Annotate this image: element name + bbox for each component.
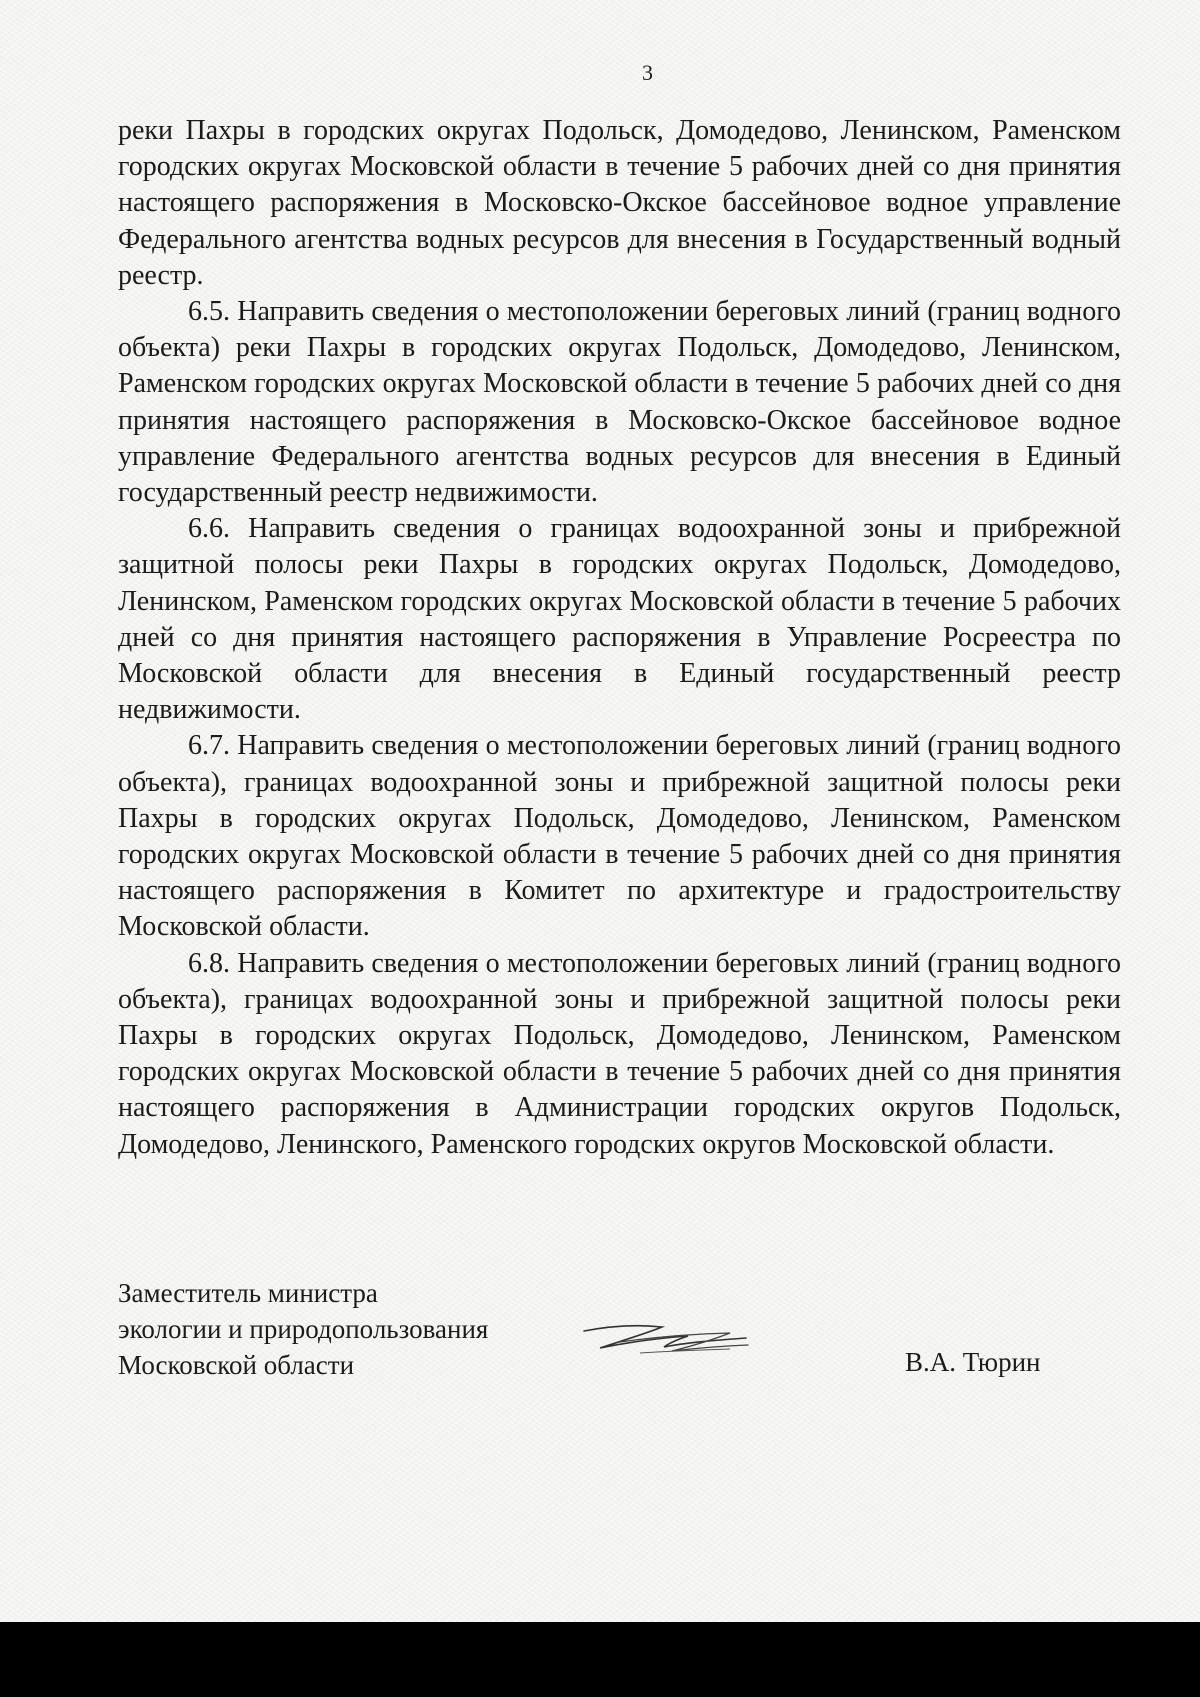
paragraph-6-8: 6.8. Направить сведения о местоположении береговых линий (границ водного объекта), границах водоохранной зоны и прибрежной защитной полосы реки Пахры в городских округах Подольск, Домодедово, Ленинском, Раменском городских округах Московской области в течение 5 рабочих дней со дня принятия настоящего распоряжения в Администрации городских округов Подольск, Домодедово, Ленинского, Раменского городских округов Московской области. bbox=[118, 947, 1121, 1160]
signatory-title-line: Московской области bbox=[118, 1350, 355, 1380]
signatory-title-line: экологии и природопользования bbox=[118, 1314, 489, 1344]
paragraph-continuation: реки Пахры в городских округах Подольск, Домодедово, Ленинском, Раменском городских округах Московской области в течение 5 рабочих дней со дня принятия настоящего распоряжения в Московско-Окское бассейновое водное управление Федерального агентства водных ресурсов для внесения в Государственный водный реестр. bbox=[118, 115, 1121, 291]
document-body bbox=[118, 113, 1121, 1163]
paragraph-6-6: 6.6. Направить сведения о границах водоохранной зоны и прибрежной защитной полосы реки Пахры в городских округах Подольск, Домодедово, Ленинском, Раменском городских округах Московской области в течение 5 рабочих дней со дня принятия настоящего распоряжения в Управление Росреестра по Московской области для внесения в Единый государственный реестр недвижимости. bbox=[118, 513, 1121, 726]
page-number: 3 bbox=[642, 60, 653, 85]
signatory-name: В.А. Тюрин bbox=[905, 1347, 1041, 1377]
scan-bottom-edge bbox=[0, 1622, 1200, 1697]
signatory-title bbox=[118, 1275, 488, 1383]
signatory-title-line: Заместитель министра bbox=[118, 1278, 378, 1308]
paragraph-6-5: 6.5. Направить сведения о местоположении береговых линий (границ водного объекта) реки Пахры в городских округах Подольск, Домодедово, Ленинском, Раменском городских округах Московской области в течение 5 рабочих дней со дня принятия настоящего распоряжения в Московско-Окское бассейновое водное управление Федерального агентства водных ресурсов для внесения в Единый государственный реестр недвижимости. bbox=[118, 296, 1121, 509]
handwritten-signature bbox=[580, 1318, 750, 1358]
paragraph-6-7: 6.7. Направить сведения о местоположении береговых линий (границ водного объекта), границах водоохранной зоны и прибрежной защитной полосы реки Пахры в городских округах Подольск, Домодедово, Ленинском, Раменском городских округах Московской области в течение 5 рабочих дней со дня принятия настоящего распоряжения в Комитет по архитектуре и градостроительству Московской области. bbox=[118, 730, 1121, 943]
